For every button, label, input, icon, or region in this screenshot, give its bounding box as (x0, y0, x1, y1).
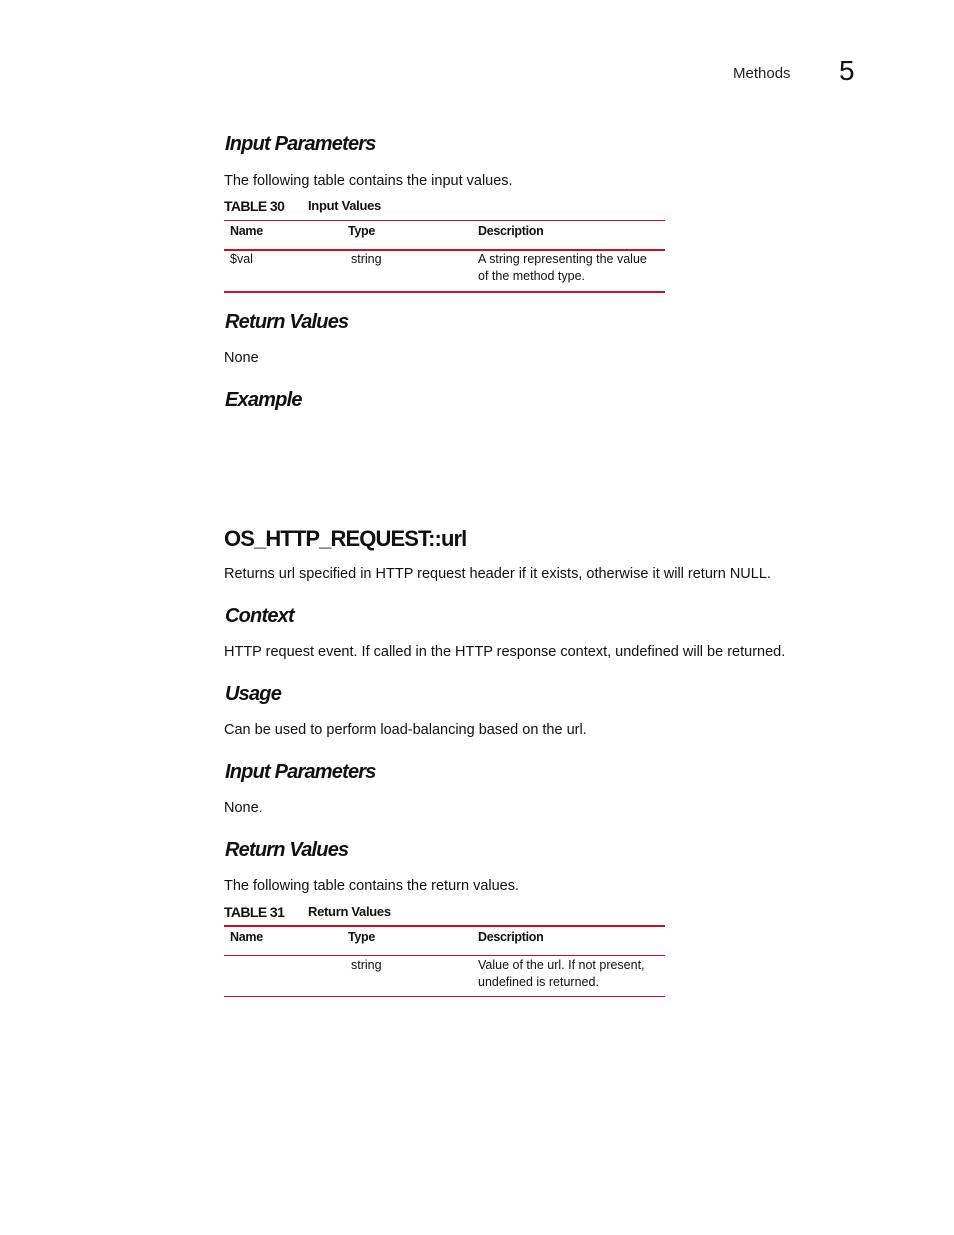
usage-text: Can be used to perform load-balancing based on the url. (224, 722, 587, 738)
cell-description-line: A string representing the value (478, 252, 647, 266)
return-values-text: None (224, 350, 259, 366)
column-header-description: Description (478, 930, 544, 944)
table-30-title: Input Values (308, 198, 381, 213)
table-30-label: TABLE 30 (224, 198, 285, 214)
column-header-name: Name (230, 930, 263, 944)
cell-description-line: of the method type. (478, 269, 586, 283)
table-top-rule (224, 220, 665, 221)
input-parameters-text: None. (224, 800, 263, 816)
running-header-title: Methods (733, 65, 791, 82)
table-30-caption (224, 198, 381, 216)
return-values-intro: The following table contains the return values. (224, 878, 520, 894)
return-values-heading: Return Values (225, 839, 349, 861)
table-31-label: TABLE 31 (224, 904, 285, 920)
table-header-rule (224, 955, 665, 956)
input-parameters-heading: Input Parameters (225, 133, 376, 155)
cell-description (478, 251, 647, 285)
table-31-title: Return Values (308, 904, 391, 919)
example-heading: Example (225, 389, 302, 411)
cell-description (478, 957, 645, 991)
table-top-rule (224, 925, 665, 927)
cell-description-line: Value of the url. If not present, (478, 958, 645, 972)
cell-name: $val (230, 252, 253, 266)
chapter-number: 5 (839, 55, 855, 86)
cell-type: string (351, 252, 382, 266)
cell-description-line: undefined is returned. (478, 975, 599, 989)
column-header-type: Type (348, 224, 376, 238)
input-parameters-heading: Input Parameters (225, 761, 376, 783)
input-parameters-intro: The following table contains the input values. (224, 173, 513, 189)
column-header-description: Description (478, 224, 544, 238)
return-values-heading: Return Values (225, 311, 349, 333)
column-header-name: Name (230, 224, 263, 238)
cell-type: string (351, 958, 382, 972)
table-bottom-rule (224, 996, 665, 997)
column-header-type: Type (348, 930, 376, 944)
method-title: OS_HTTP_REQUEST::url (224, 526, 467, 551)
context-text: HTTP request event. If called in the HTTP response context, undefined will be returned. (224, 644, 786, 660)
table-30 (224, 220, 665, 294)
table-31 (224, 925, 665, 999)
method-summary: Returns url specified in HTTP request header if it exists, otherwise it will return NULL. (224, 566, 771, 582)
table-31-caption (224, 904, 391, 922)
usage-heading: Usage (225, 683, 282, 705)
table-bottom-rule (224, 291, 665, 293)
context-heading: Context (225, 605, 294, 627)
